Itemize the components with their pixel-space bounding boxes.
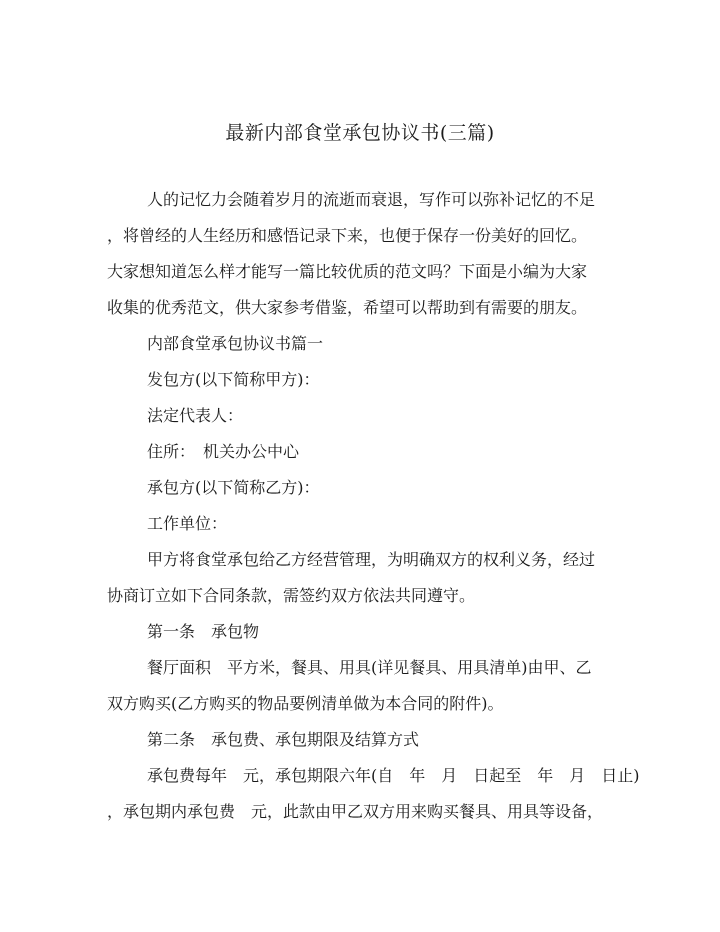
address-line: 住所： 机关办公中心 xyxy=(147,442,300,461)
paragraph-line: 大家想知道怎么样才能写一篇比较优质的范文吗？下面是小编为大家 xyxy=(107,262,588,281)
paragraph-line: 协商订立如下合同条款，需签约双方依法共同遵守。 xyxy=(107,586,476,605)
work-unit-label: 工作单位： xyxy=(147,514,228,533)
paragraph-line: 甲方将食堂承包给乙方经营管理，为明确双方的权利义务，经过 xyxy=(147,550,596,569)
party-b-label: 承包方(以下简称乙方)： xyxy=(147,478,320,497)
party-a-label: 发包方(以下简称甲方)： xyxy=(147,370,320,389)
document-body xyxy=(107,182,640,830)
legal-representative-label: 法定代表人： xyxy=(147,406,244,425)
document-title: 最新内部食堂承包协议书(三篇) xyxy=(225,122,495,144)
paragraph-line: 餐厅面积 平方米，餐具、用具(详见餐具、用具清单)由甲、乙 xyxy=(147,658,592,677)
paragraph-line: ，承包期内承包费 元，此款由甲乙双方用来购买餐具、用具等设备， xyxy=(107,802,604,821)
paragraph-line: 双方购买(乙方购买的物品要例清单做为本合同的附件)。 xyxy=(107,694,504,713)
paragraph-line: 承包费每年 元，承包期限六年(自 年 月 日起至 年 月 日止) xyxy=(147,766,640,785)
article-heading: 第二条 承包费、承包期限及结算方式 xyxy=(147,730,420,749)
paragraph-line: 收集的优秀范文，供大家参考借鉴，希望可以帮助到有需要的朋友。 xyxy=(107,298,588,317)
paragraph-line: ，将曾经的人生经历和感悟记录下来，也便于保存一份美好的回忆。 xyxy=(107,226,588,245)
article-heading: 第一条 承包物 xyxy=(147,622,260,641)
section-heading: 内部食堂承包协议书篇一 xyxy=(147,334,324,353)
paragraph-line: 人的记忆力会随着岁月的流逝而衰退，写作可以弥补记忆的不足 xyxy=(147,190,596,209)
